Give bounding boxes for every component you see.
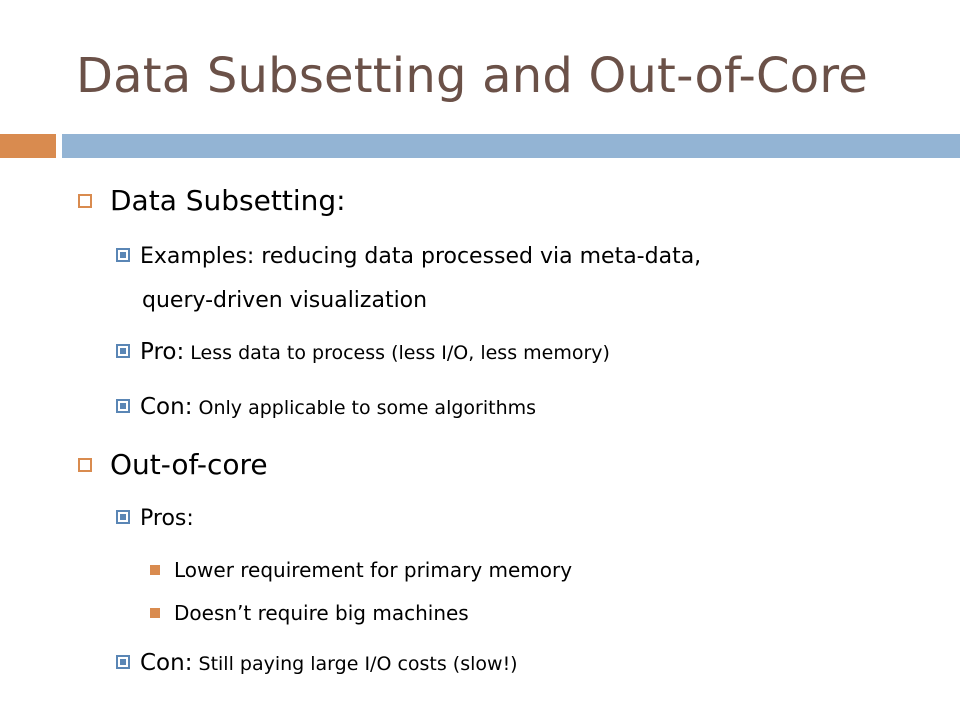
con-text: Still paying large I/O costs (slow!) <box>192 653 518 675</box>
bullet-heading: Data Subsetting: <box>110 184 346 217</box>
pros-item-text: Doesn’t require big machines <box>174 601 469 625</box>
filled-square-bullet-icon <box>150 608 160 618</box>
framed-square-bullet-icon <box>116 344 130 358</box>
sub-bullet-pro <box>116 339 610 365</box>
bullet-heading: Out-of-core <box>110 448 268 481</box>
sub-bullet-examples <box>116 244 701 269</box>
hollow-square-bullet-icon <box>78 458 92 472</box>
pros-label: Pros: <box>140 506 194 531</box>
pros-item-text: Lower requirement for primary memory <box>174 558 573 582</box>
hollow-square-bullet-icon <box>78 194 92 208</box>
filled-square-bullet-icon <box>150 565 160 575</box>
sub-bullet-continuation: query-driven visualization <box>142 288 428 313</box>
pro-text: Less data to process (less I/O, less memory) <box>184 342 610 364</box>
sub-bullet-con <box>116 394 536 420</box>
pro-label: Pro: <box>140 339 185 365</box>
pros-item <box>150 601 469 625</box>
con-label: Con: <box>140 394 193 420</box>
sub-bullet-text: Examples: reducing data processed via meta-data, <box>140 244 702 269</box>
pros-item <box>150 558 572 582</box>
bullet-out-of-core <box>78 448 268 481</box>
slide-title: Data Subsetting and Out-of-Core <box>76 48 868 104</box>
bullet-data-subsetting <box>78 184 346 217</box>
sub-bullet-con <box>116 650 518 676</box>
framed-square-bullet-icon <box>116 510 130 524</box>
con-text: Only applicable to some algorithms <box>192 397 537 419</box>
framed-square-bullet-icon <box>116 655 130 669</box>
sub-bullet-pros <box>116 506 194 531</box>
framed-square-bullet-icon <box>116 248 130 262</box>
framed-square-bullet-icon <box>116 399 130 413</box>
con-label: Con: <box>140 650 193 676</box>
